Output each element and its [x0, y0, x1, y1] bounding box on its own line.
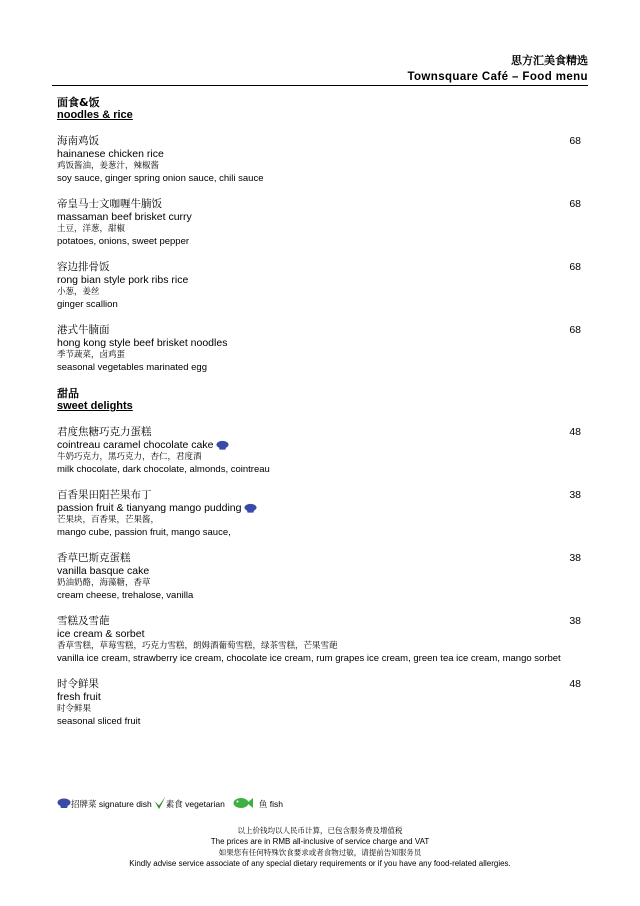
item-price: 48	[569, 426, 581, 438]
item-desc-cn: 时令鲜果	[57, 704, 92, 714]
item-name-en-row	[57, 337, 581, 350]
item-desc-en: vanilla ice cream, strawberry ice cream, chocolate ice cream, rum grapes ice cream, green tea ice cream, mango sorbet	[57, 652, 561, 664]
menu-item	[57, 198, 581, 248]
item-name-cn: 容边排骨饭	[57, 261, 110, 273]
item-name-en-row	[57, 502, 581, 515]
item-name-cn: 雪糕及雪葩	[57, 615, 110, 627]
menu-item	[57, 261, 581, 311]
item-name-en: hainanese chicken rice	[57, 148, 164, 160]
chef-hat-icon	[57, 798, 71, 811]
item-name-en-row	[57, 565, 581, 578]
item-desc-cn: 小葱，姜丝	[57, 287, 100, 297]
item-name-cn: 港式牛腩面	[57, 324, 110, 336]
footer-line-1: 以上价钱均以人民币计算，已包含服务费及增值税	[237, 826, 403, 835]
item-price: 38	[569, 489, 581, 501]
item-name-cn: 香草巴斯克蛋糕	[57, 552, 131, 564]
footer-line-2: The prices are in RMB all-inclusive of service charge and VAT	[210, 837, 430, 846]
item-name-en-row	[57, 628, 581, 641]
item-desc-cn: 香草雪糕，草莓雪糕，巧克力雪糕，朗姆酒葡萄雪糕，绿茶雪糕，芒果雪葩	[57, 641, 338, 651]
item-desc-cn: 鸡饭酱油，姜葱汁，辣椒酱	[57, 161, 160, 171]
header-divider	[52, 85, 588, 86]
item-price: 38	[569, 552, 581, 564]
item-name-en-row	[57, 148, 581, 161]
fish-icon	[233, 797, 253, 811]
item-name-en: hong kong style beef brisket noodles	[57, 337, 228, 349]
menu-item	[57, 324, 581, 374]
menu-title-cn: 思方汇美食精选	[511, 54, 588, 67]
legend-vegetarian-label: 素食 vegetarian	[165, 799, 225, 809]
item-name-en: ice cream & sorbet	[57, 628, 145, 640]
item-price: 68	[569, 261, 581, 273]
item-name-en: rong bian style pork ribs rice	[57, 274, 189, 286]
item-desc-en: mango cube, passion fruit, mango sauce,	[57, 526, 231, 538]
section-title-en: noodles & rice	[57, 109, 133, 121]
item-desc-en: cream cheese, trehalose, vanilla	[57, 589, 194, 601]
leaf-check-icon	[154, 796, 166, 812]
menu-item	[57, 552, 581, 602]
menu-item	[57, 678, 581, 728]
item-name-cn: 时令鲜果	[57, 678, 99, 690]
item-name-en: fresh fruit	[57, 691, 101, 703]
section-title-cn: 面食&饭	[57, 96, 100, 109]
item-desc-en: ginger scallion	[57, 298, 118, 310]
section-title-cn: 甜品	[57, 387, 79, 400]
menu-item	[57, 426, 581, 476]
item-name-en-row	[57, 211, 581, 224]
item-desc-en: milk chocolate, dark chocolate, almonds, cointreau	[57, 463, 270, 475]
item-price: 68	[569, 198, 581, 210]
item-name-en: massaman beef brisket curry	[57, 211, 192, 223]
item-price: 48	[569, 678, 581, 690]
item-price: 68	[569, 135, 581, 147]
item-name-en-row	[57, 691, 581, 704]
footer-notes	[0, 825, 640, 869]
legend-signature-label: 招牌菜 signature dish	[71, 799, 152, 809]
item-name-en: passion fruit & tianyang mango pudding	[57, 502, 242, 514]
legend-fish-label: 鱼 fish	[258, 799, 283, 809]
menu-content	[57, 97, 581, 742]
signature-dish-icon	[216, 440, 229, 451]
menu-item	[57, 615, 581, 665]
footer-line-3: 如果您有任何特殊饮食要求或者食物过敏，请提前告知服务员	[218, 848, 422, 857]
signature-dish-icon	[244, 503, 257, 514]
menu-section	[57, 388, 581, 728]
item-name-cn: 百香果田阳芒果布丁	[57, 489, 152, 501]
item-name-en: cointreau caramel chocolate cake	[57, 439, 214, 451]
item-name-cn: 君度焦糖巧克力蛋糕	[57, 426, 152, 438]
item-name-en: vanilla basque cake	[57, 565, 150, 577]
item-name-cn: 帝皇马士文咖喱牛腩饭	[57, 198, 162, 210]
item-name-en-row	[57, 274, 581, 287]
item-desc-en: seasonal vegetables marinated egg	[57, 361, 207, 373]
item-price: 38	[569, 615, 581, 627]
item-price: 68	[569, 324, 581, 336]
item-desc-cn: 奶油奶酪，海藻糖，香草	[57, 578, 151, 588]
menu-section	[57, 97, 581, 374]
section-title-en: sweet delights	[57, 400, 133, 412]
item-desc-cn: 季节蔬菜，卤鸡蛋	[57, 350, 126, 360]
item-desc-en: potatoes, onions, sweet pepper	[57, 235, 190, 247]
item-desc-cn: 芒果块，百香果，芒果酱，	[57, 515, 160, 525]
item-name-cn: 海南鸡饭	[57, 135, 99, 147]
item-name-en-row	[57, 439, 581, 452]
legend	[57, 796, 285, 812]
item-desc-cn: 牛奶巧克力，黑巧克力，杏仁，君度酒	[57, 452, 202, 462]
menu-title-en: Townsquare Café – Food menu	[407, 71, 588, 83]
menu-item	[57, 489, 581, 539]
menu-item	[57, 135, 581, 185]
item-desc-cn: 土豆，洋葱，甜椒	[57, 224, 126, 234]
item-desc-en: seasonal sliced fruit	[57, 715, 141, 727]
menu-header	[407, 54, 588, 85]
footer-line-4: Kindly advise service associate of any special dietary requirements or if you have any food-related allergies.	[129, 859, 511, 868]
item-desc-en: soy sauce, ginger spring onion sauce, chili sauce	[57, 172, 264, 184]
